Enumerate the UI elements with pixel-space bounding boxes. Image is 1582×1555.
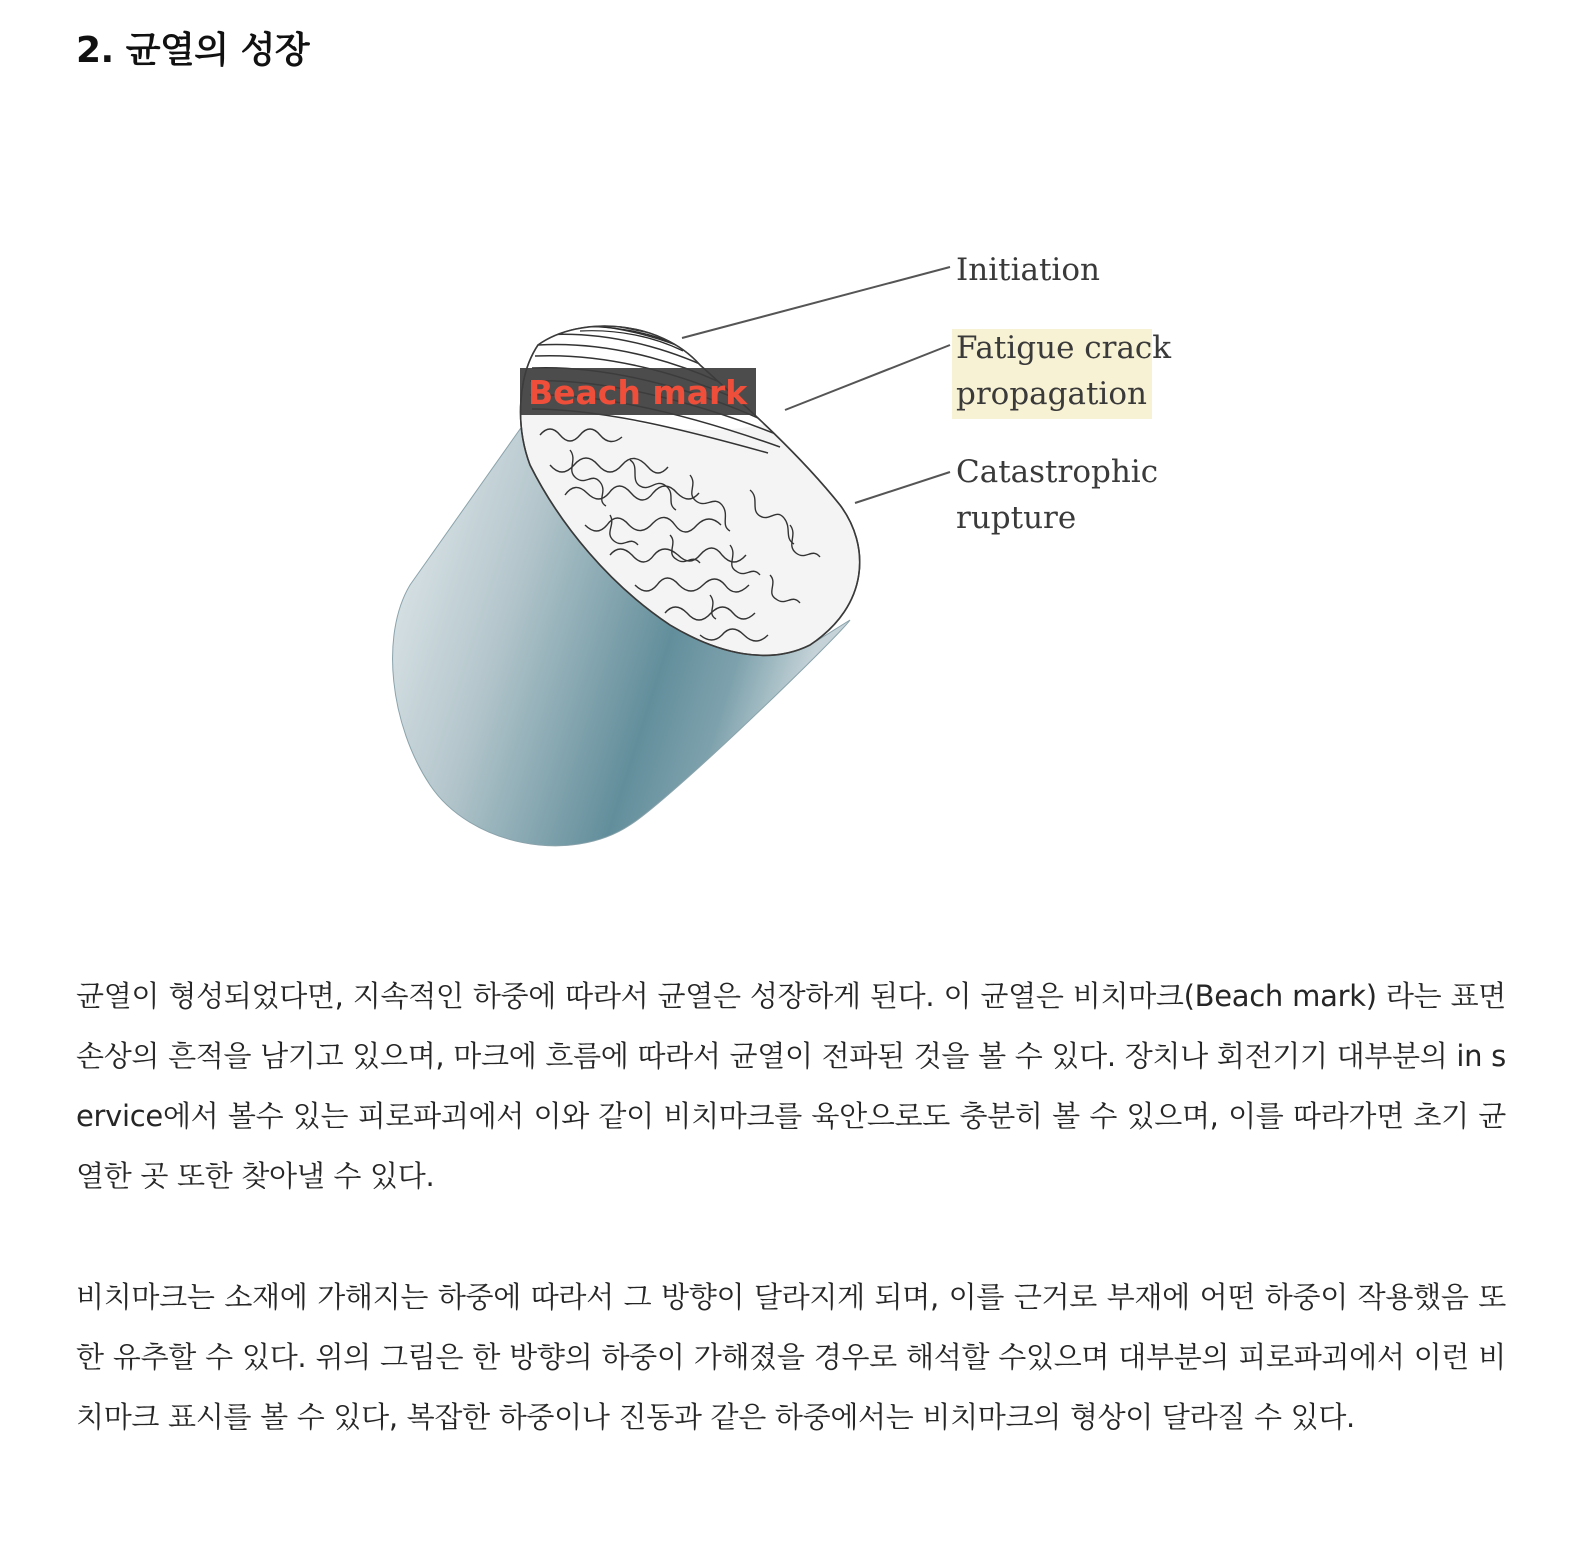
label-fatigue-line1: Fatigue crack xyxy=(956,330,1172,366)
section-heading: 2. 균열의 성장 xyxy=(76,30,310,71)
paragraph-2: 비치마크는 소재에 가해지는 하중에 따라서 그 방향이 달라지게 되며, 이를 근거로 부재에 어떤 하중이 작용했음 또한 유추할 수 있다. 위의 그림은 한 방향의 하중이 가해졌을 경우로 해석할 수있으며 대부분의 피로파괴에서 이런 비치마크 표시를 볼 수 있다, 복잡한 하중이나 진동과 같은 하중에서는 비치마크의 형상이 달라질 수 있다. xyxy=(76,1280,1506,1434)
label-catastrophic-line1: Catastrophic xyxy=(956,454,1159,490)
label-fatigue-line2: propagation xyxy=(956,376,1147,412)
beach-mark-label: Beach mark xyxy=(528,373,748,412)
initiation-leader xyxy=(682,267,950,338)
label-initiation: Initiation xyxy=(956,252,1100,288)
rupture-leader xyxy=(855,472,950,503)
fracture-illustration xyxy=(370,225,1190,875)
label-catastrophic-line2: rupture xyxy=(956,500,1077,536)
fatigue-fracture-figure xyxy=(370,225,1190,875)
fatigue-leader xyxy=(785,345,950,410)
paragraph-1: 균열이 형성되었다면, 지속적인 하중에 따라서 균열은 성장하게 된다. 이 균열은 비치마크(Beach mark) 라는 표면손상의 흔적을 남기고 있으며, 마크에 흐름에 따라서 균열이 전파된 것을 볼 수 있다. 장치나 회전기기 대부분의 in service에서 볼수 있는 피로파괴에서 이와 같이 비치마크를 육안으로도 충분히 볼 수 있으며, 이를 따라가면 초기 균열한 곳 또한 찾아낼 수 있다. xyxy=(76,979,1506,1193)
